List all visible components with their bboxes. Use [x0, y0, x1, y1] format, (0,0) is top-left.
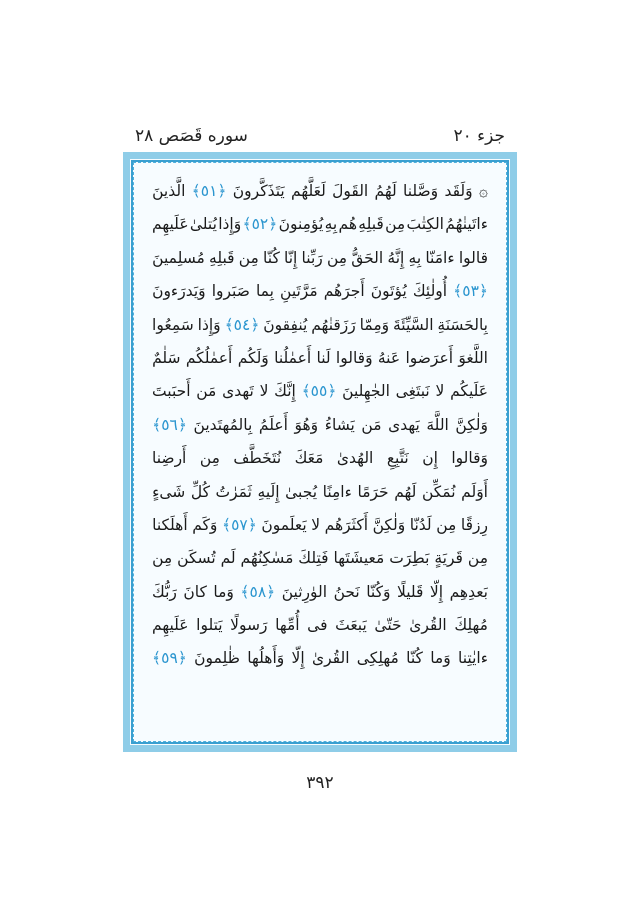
text-line: رِزقًا مِن لَدُنّا وَلٰكِنَّ أَكثَرَهُم لا يَعلَمونَ ﴿٥٧﴾ وَكَم أَهلَكنا — [152, 515, 488, 534]
text-line: وَلٰكِنَّ اللَّهَ يَهدى مَن يَشاءُ وَهُوَ أَعلَمُ بِالمُهتَدينَ ﴿٥٦﴾ — [152, 415, 488, 434]
text-line: اللَّغوَ أَعرَضوا عَنهُ وَقالوا لَنا أَعمٰلُنا وَلَكُم أَعمٰلُكُم سَلٰمٌ — [152, 348, 488, 367]
text-line: ﴿٥٣﴾ أُولٰئِكَ يُؤتَونَ أَجرَهُم مَرَّتَينِ بِما صَبَروا وَيَدرَءونَ — [152, 282, 488, 301]
text-line: بَعدِهِم إِلّا قَليلًا وَكُنّا نَحنُ الوٰرِثينَ ﴿٥٨﴾ وَما كانَ رَبُّكَ — [152, 582, 488, 601]
text-line: بِالحَسَنَةِ السَّيِّئَةَ وَمِمّا رَزَقنٰهُم يُنفِقونَ ﴿٥٤﴾ وَإِذا سَمِعُوا — [152, 315, 488, 334]
text-line: مِن قَريَةٍ بَطِرَت مَعيشَتَها فَتِلكَ مَسٰكِنُهُم لَم تُسكَن مِن — [152, 549, 488, 568]
surah-label: سوره قَصَص ٢٨ — [135, 126, 248, 146]
text-line: ءايٰتِنا وَما كُنّا مُهلِكِى القُرىٰ إِلّا وَأَهلُها ظٰلِمونَ ﴿٥٩﴾ — [152, 649, 488, 668]
text-line: مُهلِكَ القُرىٰ حَتّىٰ يَبعَثَ فى أُمِّها رَسولًا يَتلوا عَلَيهِم — [152, 616, 488, 635]
juz-label: جزء ٢٠ — [453, 126, 505, 146]
quran-text-block — [152, 175, 488, 676]
page-header — [135, 124, 505, 148]
text-line: وَقالوا إِن نَتَّبِعِ الهُدىٰ مَعَكَ نُتَخَطَّف مِن أَرضِنا — [152, 449, 488, 468]
text-line: ۞ وَلَقَد وَصَّلنا لَهُمُ القَولَ لَعَلَّهُم يَتَذَكَّرونَ ﴿٥١﴾ الَّذينَ — [152, 182, 488, 200]
page-number: ٣٩٢ — [306, 773, 334, 793]
text-line: قالوا ءامَنّا بِهِ إِنَّهُ الحَقُّ مِن رَبِّنا إِنّا كُنّا مِن قَبلِهِ مُسلِمينَ — [152, 248, 488, 267]
decorative-border-frame — [123, 152, 517, 752]
text-line: أَوَلَم نُمَكِّن لَهُم حَرَمًا ءامِنًا يُجبىٰ إِلَيهِ ثَمَرٰتُ كُلِّ شَىءٍ — [152, 482, 488, 501]
text-line: عَلَيكُم لا نَبتَغِى الجٰهِلينَ ﴿٥٥﴾ إِنَّكَ لا تَهدى مَن أَحبَبتَ — [152, 382, 488, 401]
text-line: ءاتَينٰهُمُ الكِتٰبَ مِن قَبلِهِ هُم بِهِ يُؤمِنونَ ﴿٥٢﴾ وَإِذا يُتلىٰ عَلَيهِم — [152, 215, 488, 234]
